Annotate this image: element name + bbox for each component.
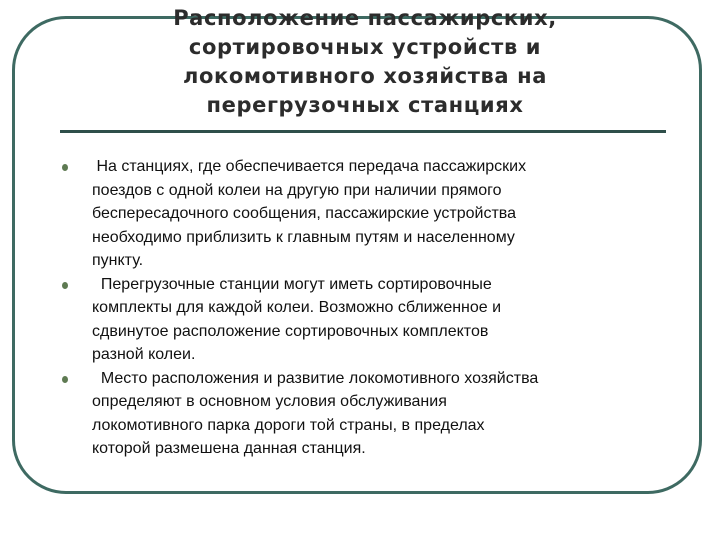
bullet-line: На станциях, где обеспечивается передача пассажирских	[92, 158, 527, 175]
bullet-item-passenger	[58, 155, 658, 273]
bullet-line: локомотивного парка дороги той страны, в пределах	[92, 416, 485, 434]
bullet-dot-icon	[62, 376, 68, 383]
bullet-line: Перегрузочные станции могут иметь сортировочные	[92, 275, 492, 293]
bullet-item-locomotive	[58, 367, 658, 461]
bullet-line: которой размешена данная станция.	[92, 440, 366, 457]
bullet-dot-icon	[62, 164, 68, 171]
title-divider	[60, 130, 666, 133]
bullet-dot-icon	[62, 282, 68, 289]
bullet-line: Место расположения и развитие локомотивного хозяйства	[92, 369, 539, 387]
bullet-line: комплекты для каждой колеи. Возможно сближенное и	[92, 299, 502, 316]
bullet-list	[58, 155, 658, 461]
title-line: перегрузочных станциях	[206, 93, 524, 117]
bullet-item-sorting	[58, 273, 658, 367]
bullet-line: поездов с одной колеи на другую при наличии прямого	[92, 181, 502, 199]
bullet-line: разной колеи.	[92, 346, 196, 363]
bullet-line: пункту.	[92, 252, 144, 269]
bullet-line: необходимо приблизить к главным путям и населенному	[92, 228, 515, 246]
bullet-line: сдвинутое расположение сортировочных комплектов	[92, 322, 489, 340]
slide-title	[90, 4, 640, 120]
bullet-line: определяют в основном условия обслуживания	[92, 393, 447, 410]
bullet-line: беспересадочного сообщения, пассажирские устройства	[92, 205, 516, 222]
title-line: локомотивного хозяйства на	[183, 64, 547, 88]
title-line: сортировочных устройств и	[188, 35, 542, 59]
title-line: Расположение пассажирских,	[173, 6, 557, 30]
